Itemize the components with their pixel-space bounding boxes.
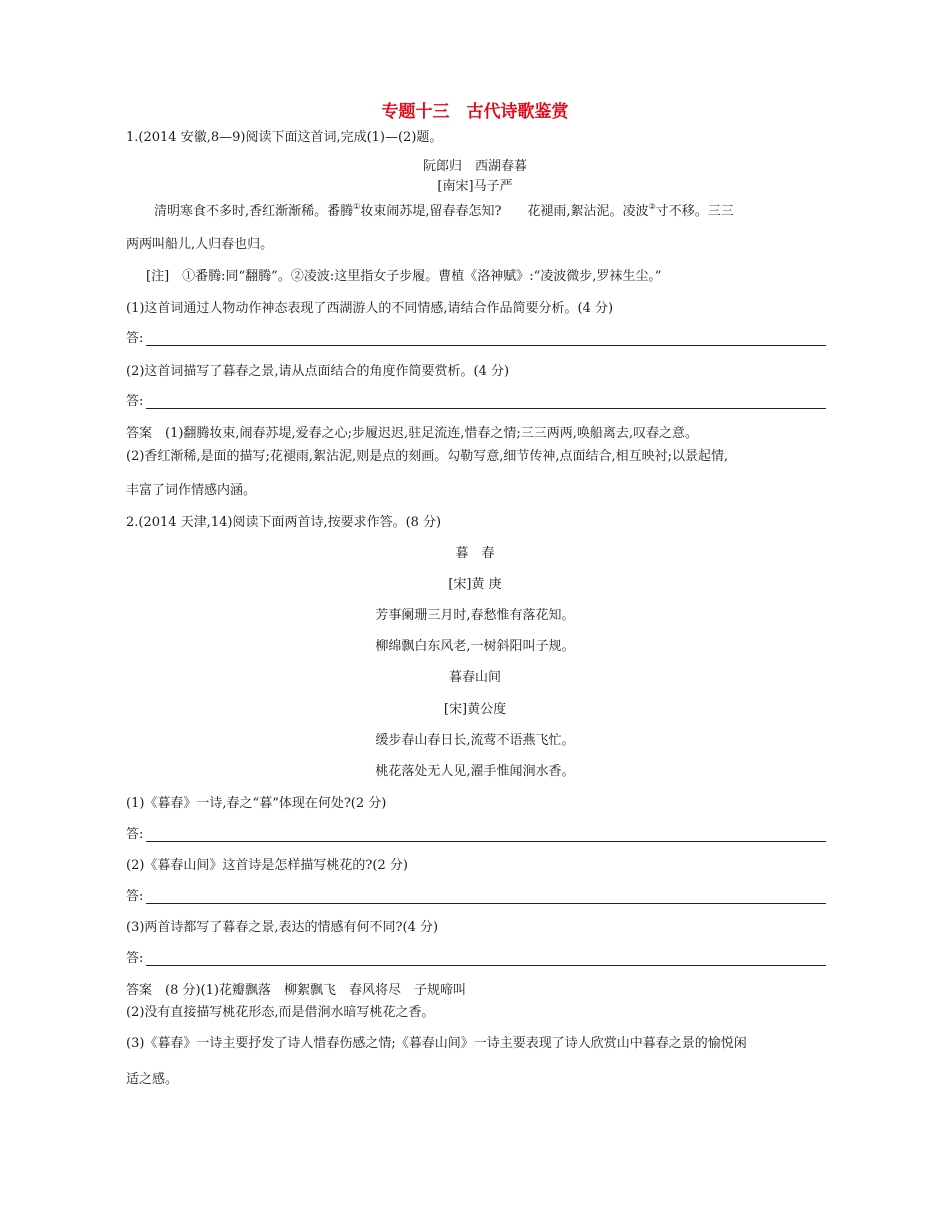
- poem-text-line: 两两叫船儿,人归春也归。: [126, 237, 274, 252]
- answer-text: 答案 (8 分)(1)花瓣飘落 柳絮飘飞 春风将尽 子规啼叫: [126, 983, 466, 998]
- poem-line: 芳事阑珊三月时,春愁惟有落花知。: [375, 608, 575, 623]
- poem-line: 缓步春山春日长,流莺不语燕飞忙。: [375, 733, 575, 748]
- poem-text-segment: 清明寒食不多时,香红渐渐稀。番腾: [154, 204, 354, 219]
- footnotes: [注] ①番腾:同“翻腾”。②凌波:这里指女子步履。曹植《洛神赋》:“凌波微步,罗袜生尘。”: [146, 269, 662, 284]
- answer-text: (2)没有直接描写桃花形态,而是借涧水暗写桃花之香。: [126, 1005, 435, 1020]
- answer-blank-line[interactable]: [146, 841, 826, 842]
- answer-label: 答:: [126, 827, 144, 842]
- question-1-sub-2: (2)这首词描写了暮春之景,请从点面结合的角度作简要赏析。(4 分): [126, 364, 510, 379]
- answer-text: (3)《暮春》一诗主要抒发了诗人惜春伤感之情;《暮春山间》一诗主要表现了诗人欣赏山中暮春之景的愉悦闲: [126, 1036, 747, 1051]
- footnote-marker: ①: [353, 202, 361, 211]
- poem-line: 柳绵飘白东风老,一树斜阳叫子规。: [375, 639, 575, 654]
- poem-author: [南宋]马子严: [437, 179, 513, 194]
- poem-title: 阮郎归 西湖春暮: [422, 159, 527, 174]
- poem-text-line: [154, 202, 734, 219]
- footnote-marker: ②: [648, 202, 656, 211]
- answer-blank-line[interactable]: [146, 903, 826, 904]
- answer-text: 适之感。: [126, 1072, 179, 1087]
- answer-label: 答:: [126, 889, 144, 904]
- question-2-sub-1: (1)《暮春》一诗,春之“暮”体现在何处?(2 分): [126, 796, 387, 811]
- question-2-sub-3: (3)两首诗都写了暮春之景,表达的情感有何不同?(4 分): [126, 920, 439, 935]
- answer-label: 答:: [126, 331, 144, 346]
- answer-text: 丰富了词作情感内涵。: [126, 483, 257, 498]
- poem-author: [宋]黄公度: [443, 702, 507, 717]
- page-title: 专题十三 古代诗歌鉴赏: [381, 102, 569, 122]
- poem-text-segment: 妆束闹苏堤,留春春怎知? 花褪雨,絮沾泥。凌波: [360, 204, 649, 219]
- answer-blank-line[interactable]: [146, 345, 826, 346]
- question-2-prompt: 2.(2014 天津,14)阅读下面两首诗,按要求作答。(8 分): [126, 515, 442, 530]
- poem-title: 暮 春: [455, 546, 495, 561]
- question-1-sub-1: (1)这首词通过人物动作神态表现了西湖游人的不同情感,请结合作品简要分析。(4 分): [126, 301, 614, 316]
- answer-label: 答:: [126, 394, 144, 409]
- answer-blank-line[interactable]: [146, 965, 826, 966]
- answer-text: 答案 (1)翻腾妆束,闹春苏堤,爱春之心;步履迟迟,驻足流连,惜春之情;三三两两,唤船离去,叹春之意。: [126, 426, 698, 441]
- question-2-sub-2: (2)《暮春山间》这首诗是怎样描写桃花的?(2 分): [126, 858, 408, 873]
- answer-text: (2)香红渐稀,是面的描写;花褪雨,絮沾泥,则是点的刻画。勾勒写意,细节传神,点面结合,相互映衬;以景起情,: [126, 449, 729, 464]
- answer-blank-line[interactable]: [146, 408, 826, 409]
- poem-title: 暮春山间: [448, 670, 501, 685]
- answer-label: 答:: [126, 951, 144, 966]
- poem-line: 桃花落处无人见,濯手惟闻涧水香。: [375, 764, 575, 779]
- question-1-prompt: 1.(2014 安徽,8—9)阅读下面这首词,完成(1)—(2)题。: [126, 130, 443, 145]
- poem-text-segment: 寸不移。三三: [655, 204, 734, 219]
- poem-author: [宋]黄 庚: [448, 577, 502, 592]
